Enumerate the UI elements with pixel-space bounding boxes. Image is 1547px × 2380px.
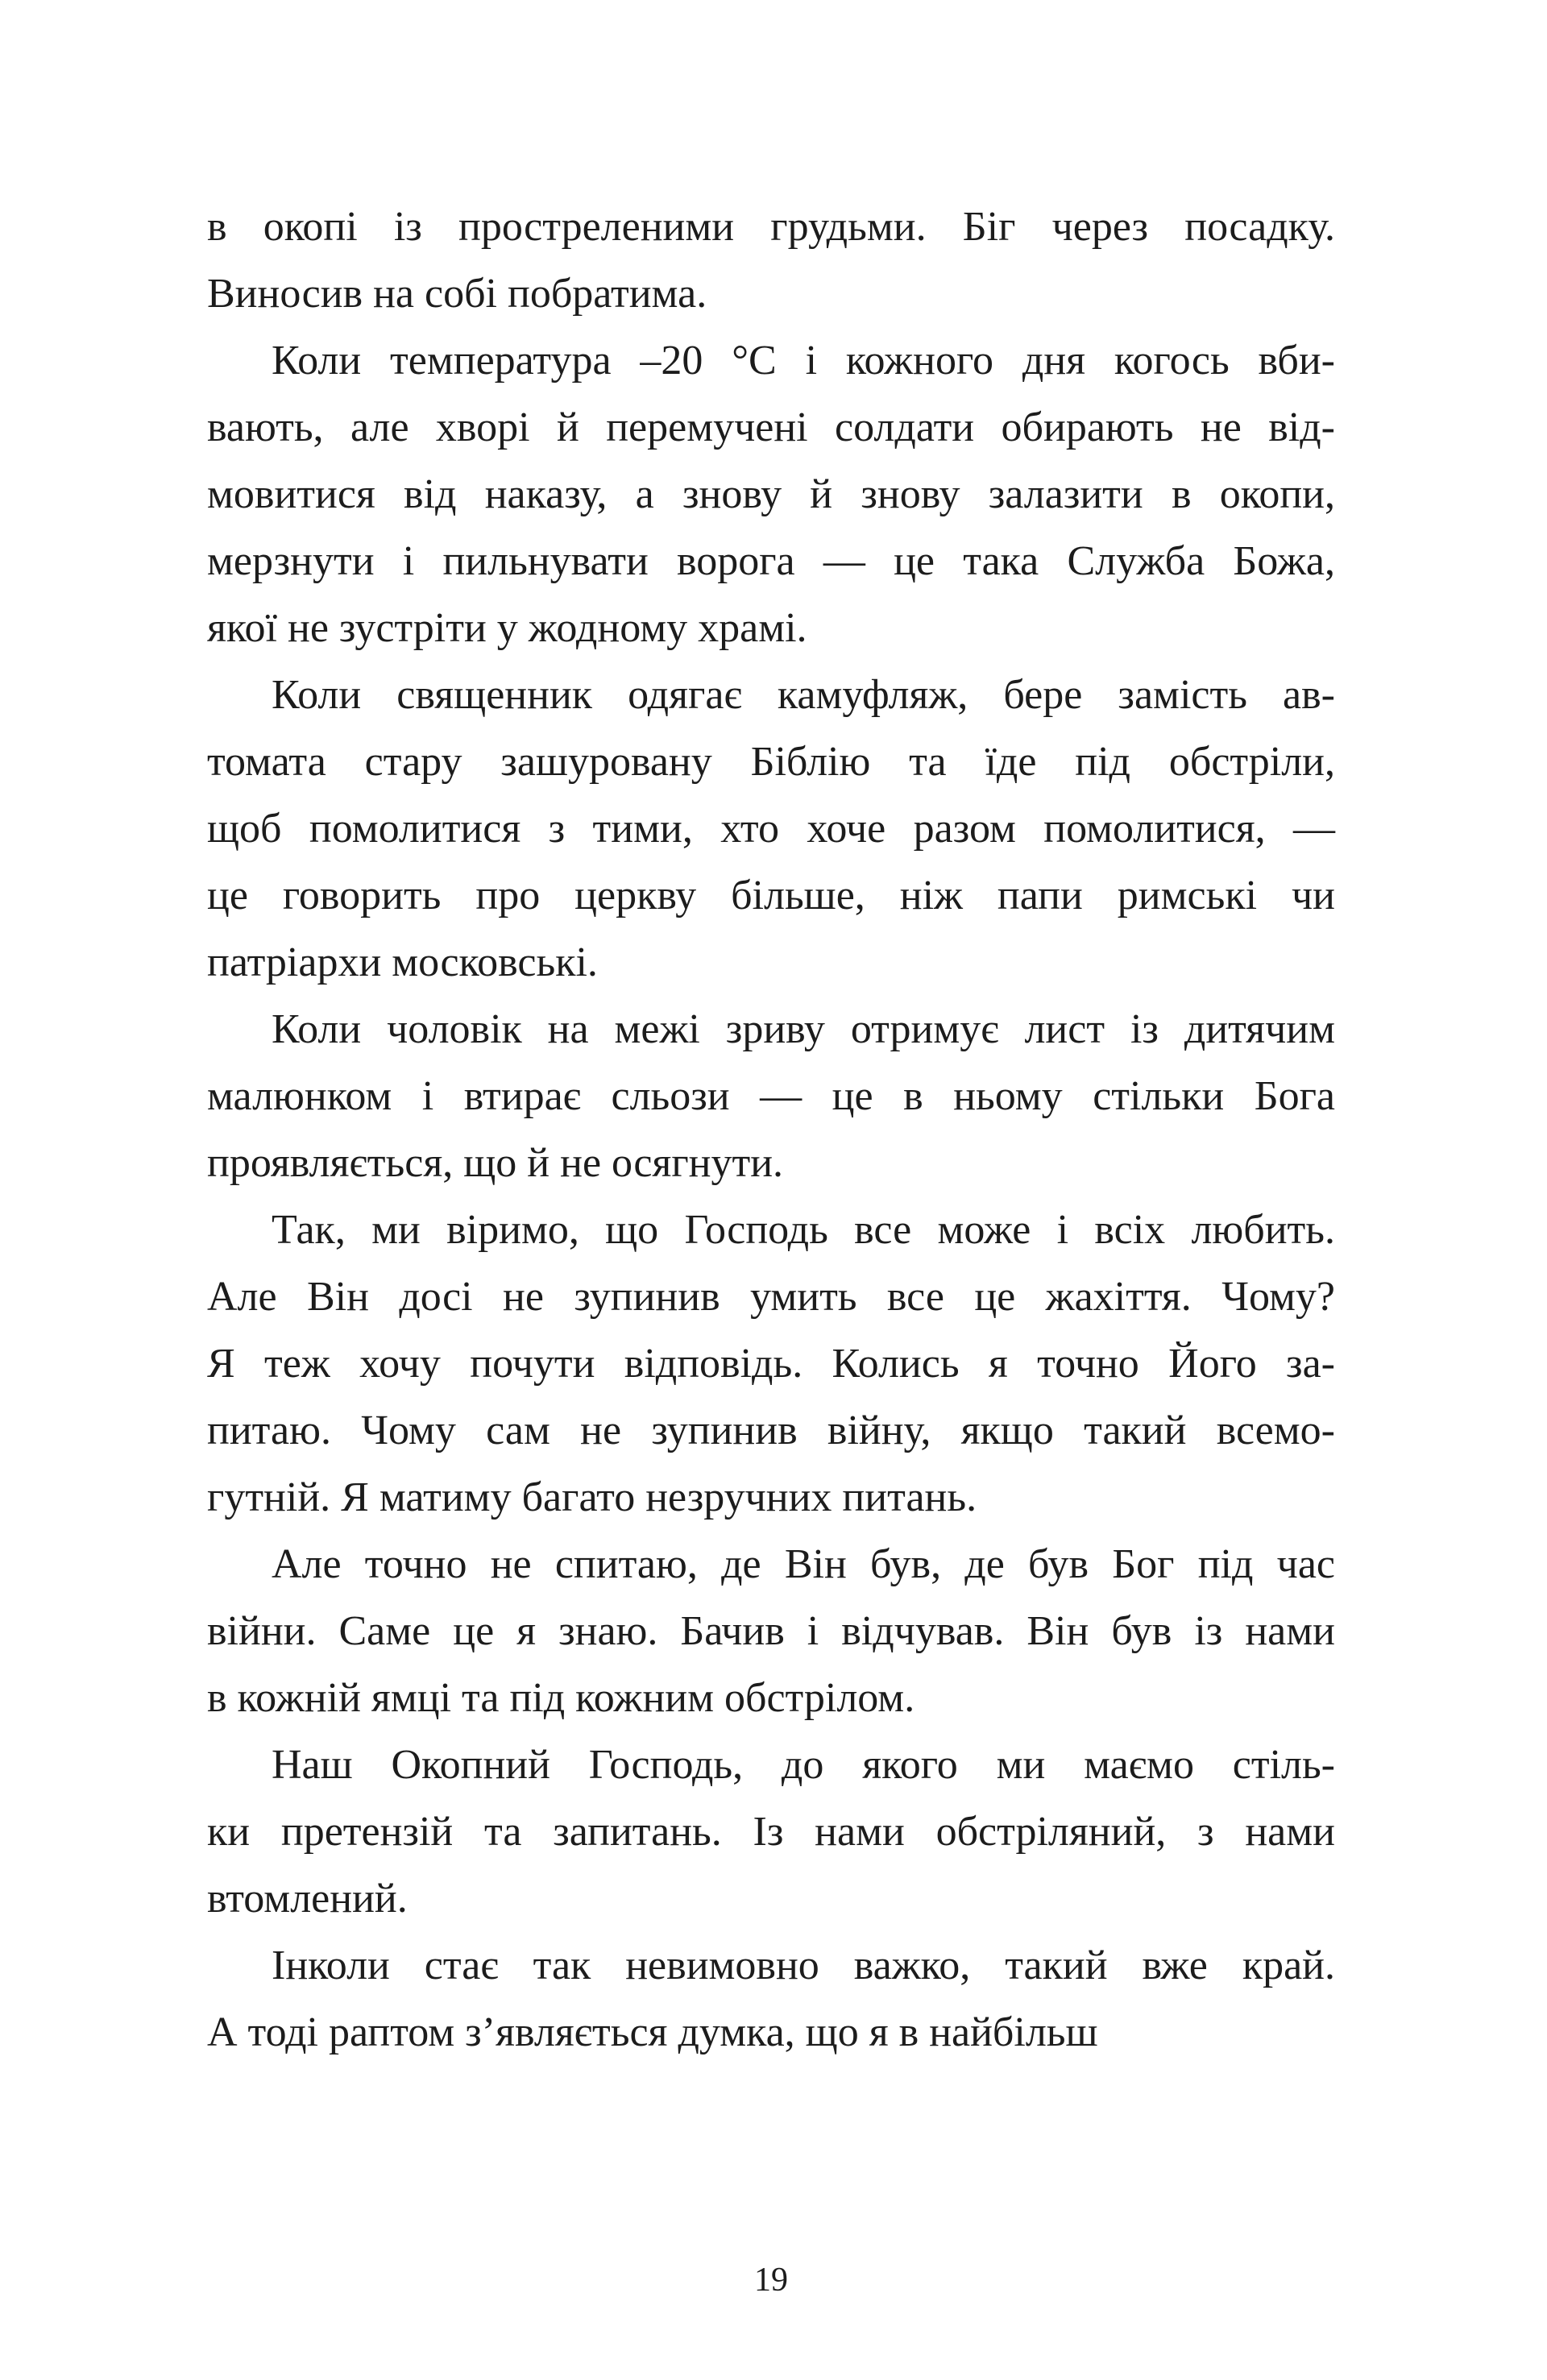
text-line: мерзнути і пильнувати ворога — це така Служба Божа, <box>207 538 1335 584</box>
paragraph <box>207 996 1335 1196</box>
paragraph <box>207 1531 1335 1731</box>
text-line: Коли чоловік на межі зриву отримує лист із дитячим <box>272 1006 1335 1052</box>
page-number: 19 <box>754 2262 788 2299</box>
text-line: проявляється, що й не осягнути. <box>207 1140 784 1186</box>
text-line: Так, ми віримо, що Господь все може і всіх любить. <box>272 1207 1335 1253</box>
paragraph <box>207 1731 1335 1932</box>
text-line: ки претензій та запитань. Із нами обстріляний, з нами <box>207 1809 1335 1855</box>
text-line: мовитися від наказу, а знову й знову залазити в окопи, <box>207 471 1335 517</box>
text-line: це говорить про церкву більше, ніж папи римські чи <box>207 873 1335 918</box>
text-line: Але точно не спитаю, де Він був, де був Бог під час <box>272 1541 1335 1587</box>
text-line: Виносив на собі побратима. <box>207 271 707 317</box>
text-line: щоб помолитися з тими, хто хоче разом помолитися, — <box>207 806 1335 852</box>
text-line: Наш Окопний Господь, до якого ми маємо стіль- <box>272 1742 1335 1788</box>
text-line: війни. Саме це я знаю. Бачив і відчував. Він був із нами <box>207 1608 1335 1654</box>
text-block <box>207 193 1335 2066</box>
paragraph <box>207 1932 1335 2066</box>
text-line: Я теж хочу почути відповідь. Колись я точно Його за- <box>207 1341 1335 1387</box>
text-line: якої не зустріти у жодному храмі. <box>207 605 807 651</box>
text-line: томата стару зашуровану Біблію та їде під обстріли, <box>207 739 1335 785</box>
text-line: Інколи стає так невимовно важко, такий вже край. <box>272 1943 1335 1988</box>
text-line: гутній. Я матиму багато незручних питань. <box>207 1474 977 1520</box>
text-line: патріархи московські. <box>207 939 598 985</box>
text-line: А тоді раптом з’являється думка, що я в найбільш <box>207 2009 1098 2055</box>
text-line: Але Він досі не зупинив умить все це жахіття. Чому? <box>207 1274 1335 1320</box>
text-line: вають, але хворі й перемучені солдати обирають не від- <box>207 404 1335 450</box>
text-line: малюнком і втирає сльози — це в ньому стільки Бога <box>207 1073 1335 1119</box>
paragraph <box>207 661 1335 996</box>
paragraph <box>207 327 1335 661</box>
text-line: Коли температура –20 °C і кожного дня когось вби- <box>272 338 1335 384</box>
text-line: Коли священник одягає камуфляж, бере замість ав- <box>272 672 1335 718</box>
text-line: в окопі із простреленими грудьми. Біг через посадку. <box>207 204 1335 250</box>
text-line: втомлений. <box>207 1876 408 1922</box>
text-line: питаю. Чому сам не зупинив війну, якщо такий всемо- <box>207 1408 1335 1453</box>
paragraph <box>207 1196 1335 1531</box>
paragraph <box>207 193 1335 327</box>
text-line: в кожній ямці та під кожним обстрілом. <box>207 1675 915 1721</box>
